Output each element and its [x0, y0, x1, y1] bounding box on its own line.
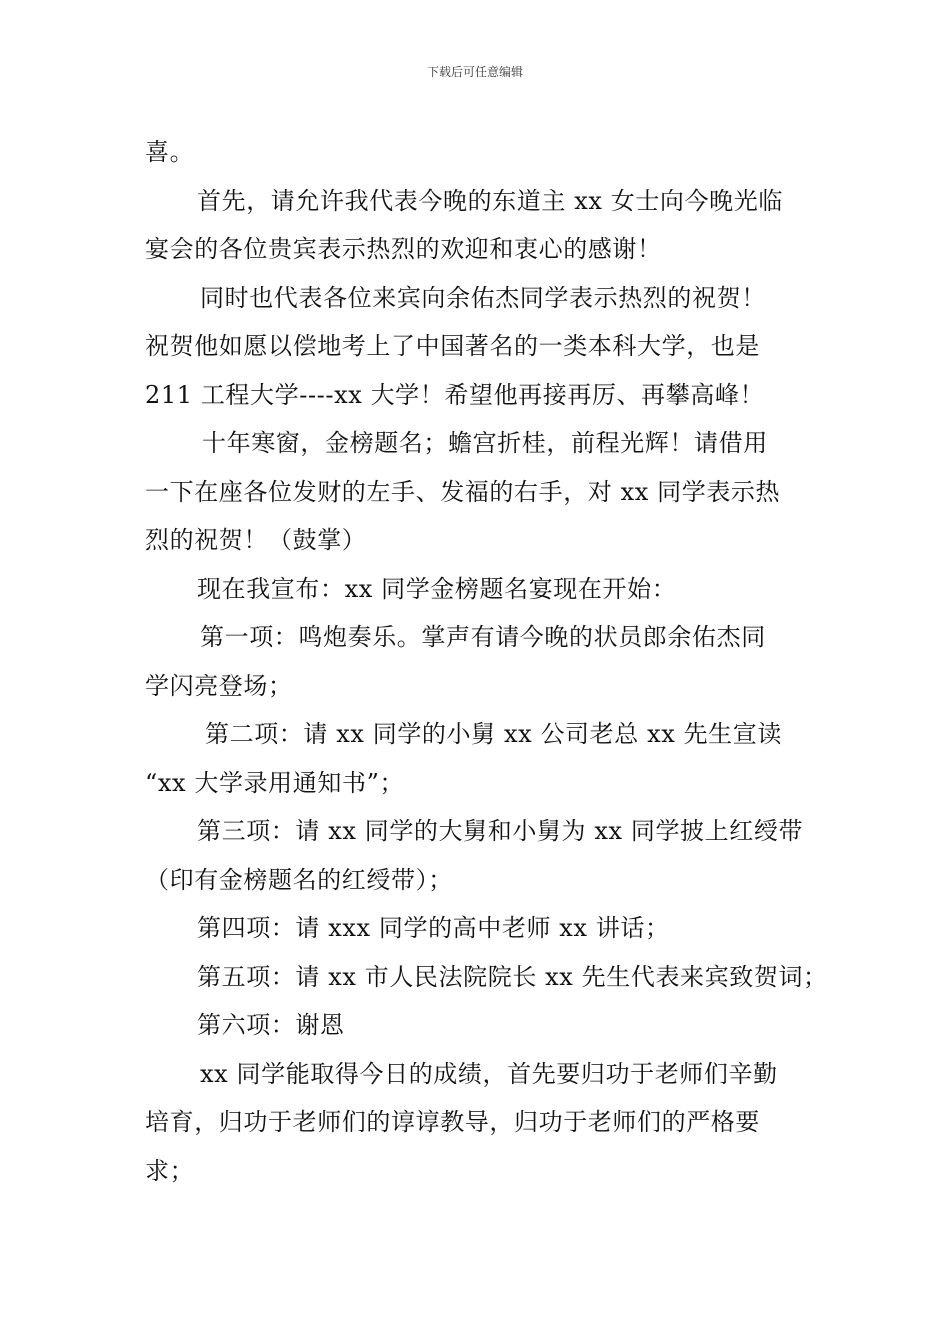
paragraph-line: 首先，请允许我代表今晚的东道主 xx 女士向今晚光临 [197, 186, 783, 215]
paragraph-line: 第三项：请 xx 同学的大舅和小舅为 xx 同学披上红绶带 [197, 817, 804, 845]
paragraph-line: 第六项：谢恩 [197, 1011, 345, 1039]
paragraph-line: 宴会的各位贵宾表示热烈的欢迎和衷心的感谢！ [145, 235, 662, 263]
paragraph-line: 喜。 [145, 138, 195, 166]
paragraph-line: “xx 大学录用通知书”； [145, 768, 405, 797]
paragraph-line: 学闪亮登场； [145, 671, 293, 700]
document-body [145, 128, 828, 1195]
paragraph-line: 同时也代表各位来宾向余佑杰同学表示热烈的祝贺！ [200, 283, 766, 312]
paragraph-line: （印有金榜题名的红绶带）； [145, 865, 453, 894]
page-header: 下载后可任意编辑 [426, 65, 523, 79]
paragraph-line: 祝贺他如愿以偿地考上了中国著名的一类本科大学，也是 [145, 332, 760, 360]
paragraph-line: 求； [145, 1156, 195, 1185]
paragraph-line: 烈的祝贺！（鼓掌） [145, 526, 367, 554]
paragraph-line: 第四项：请 xxx 同学的高中老师 xx 讲话； [197, 914, 670, 942]
paragraph-line: 第二项：请 xx 同学的小舅 xx 公司老总 xx 先生宣读 [205, 720, 782, 748]
paragraph-line: 一下在座各位发财的左手、发福的右手，对 xx 同学表示热 [145, 477, 781, 506]
paragraph-line: 第五项：请 xx 市人民法院院长 xx 先生代表来宾致贺词； [197, 962, 828, 991]
paragraph-line: 现在我宣布：xx 同学金榜题名宴现在开始： [197, 574, 677, 603]
paragraph-line: 培育，归功于老师们的谆谆教导，归功于老师们的严格要 [145, 1108, 760, 1136]
paragraph-line: xx 同学能取得今日的成绩，首先要归功于老师们辛勤 [200, 1059, 778, 1088]
paragraph-line: 十年寒窗，金榜题名；蟾宫折桂，前程光辉！请借用 [202, 429, 768, 457]
paragraph-line: 第一项：鸣炮奏乐。掌声有请今晚的状员郎余佑杰同 [200, 623, 766, 651]
paragraph-line: 211 工程大学----xx 大学！希望他再接再厉、再攀高峰！ [145, 380, 765, 409]
